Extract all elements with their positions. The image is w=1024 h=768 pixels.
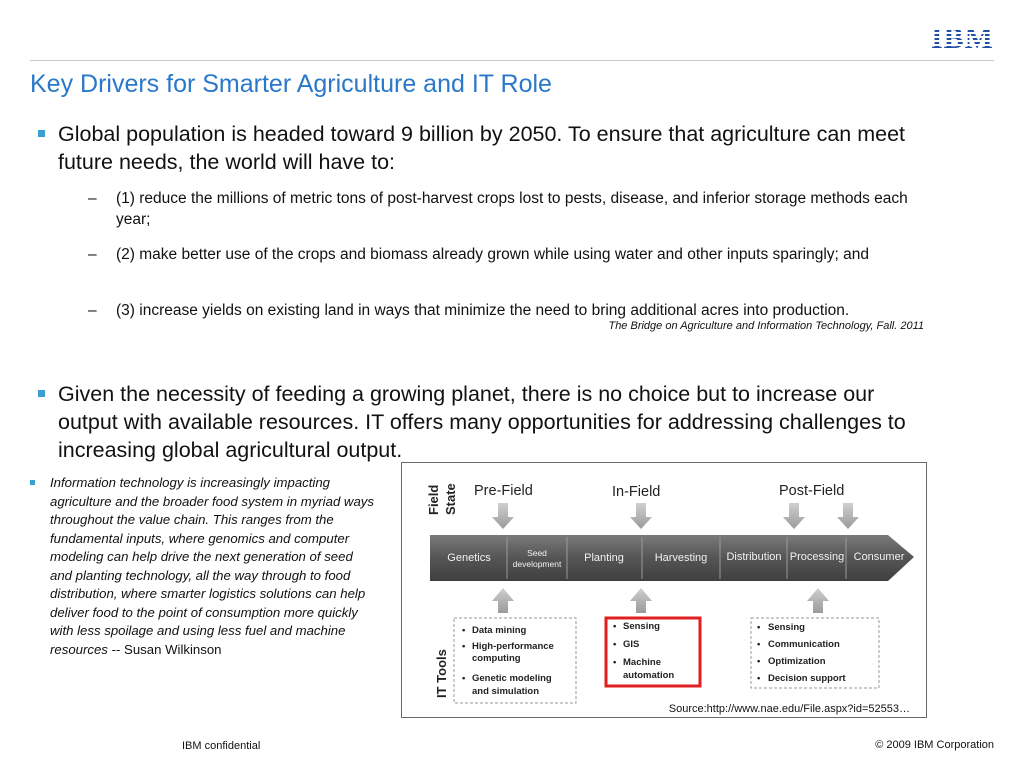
sub-bullet-text: (2) make better use of the crops and biomass already grown while using water and other inputs sparingly; and	[116, 246, 870, 263]
ibm-logo: IBM	[931, 22, 994, 55]
bullet-square-icon	[30, 480, 35, 485]
bullet-dot-icon: •	[462, 625, 466, 636]
sub-bullet-1	[88, 188, 908, 230]
phase-pre-field: Pre-Field	[474, 483, 533, 499]
bullet-text: Global population is headed toward 9 billion by 2050. To ensure that agriculture can meet future needs, the world will have to:	[58, 122, 906, 174]
arrow-down-icon	[837, 503, 859, 529]
quote-author: Susan Wilkinson	[124, 641, 222, 657]
arrow-down-icon	[492, 503, 514, 529]
dash-icon: –	[88, 246, 97, 263]
bullet-dot-icon: •	[613, 639, 617, 650]
quote-note	[30, 474, 378, 659]
chain-distribution: Distribution	[726, 551, 782, 563]
tool-hpc-2: computing	[472, 653, 521, 664]
bullet-dot-icon: •	[462, 641, 466, 652]
bullet-dot-icon: •	[757, 639, 761, 650]
tool-communication: Communication	[768, 639, 840, 650]
value-chain-figure	[401, 462, 927, 718]
bullet-square-icon	[38, 130, 45, 137]
phase-in-field: In-Field	[612, 484, 661, 500]
tool-sensing-post: Sensing	[768, 622, 805, 633]
value-chain-diagram	[402, 463, 926, 717]
arrow-up-icon	[630, 588, 652, 613]
down-arrows	[492, 503, 859, 529]
quote-text	[50, 474, 378, 659]
bullet-necessity	[38, 380, 918, 464]
chain-development: development	[512, 559, 562, 569]
bullet-text: Given the necessity of feeding a growing planet, there is no choice but to increase our output with available resources. IT offers many opportunities for addressing challenges to increasing global agricultural output.	[58, 382, 906, 462]
tool-genetic-1: Genetic modeling	[472, 673, 552, 684]
chain-consumer: Consumer	[853, 551, 905, 563]
bullet-population	[38, 120, 918, 176]
sub-bullet-2	[88, 244, 908, 265]
bullet-dot-icon: •	[613, 657, 617, 668]
bullet-dot-icon: •	[757, 622, 761, 633]
header-divider	[30, 60, 994, 61]
chain-planting: Planting	[584, 552, 624, 564]
up-arrows	[492, 588, 829, 613]
chain-harvesting: Harvesting	[654, 552, 708, 564]
figure-source: Source:http://www.nae.edu/File.aspx?id=52553…	[668, 703, 910, 715]
bullet-dot-icon: •	[757, 673, 761, 684]
sub-bullet-3	[88, 300, 908, 321]
tool-machine-1: Machine	[623, 657, 662, 668]
tool-sensing-in: Sensing	[623, 621, 660, 632]
it-tools-label: IT Tools	[434, 649, 449, 698]
dash-icon: –	[88, 190, 97, 207]
chain-seed: Seed	[527, 548, 547, 558]
tool-genetic-2: and simulation	[472, 686, 540, 697]
citation: The Bridge on Agriculture and Information Technology, Fall. 2011	[608, 320, 924, 332]
tool-hpc-1: High-performance	[472, 641, 554, 652]
sub-bullet-text: (3) increase yields on existing land in ways that minimize the need to bring additional acres into production.	[116, 302, 850, 319]
tool-decision-support: Decision support	[768, 673, 846, 684]
arrow-down-icon	[783, 503, 805, 529]
arrow-down-icon	[630, 503, 652, 529]
chain-genetics: Genetics	[447, 552, 491, 564]
bullet-dot-icon: •	[613, 621, 617, 632]
phase-post-field: Post-Field	[779, 483, 845, 499]
footer-copyright: © 2009 IBM Corporation	[875, 739, 994, 751]
bullet-dot-icon: •	[462, 673, 466, 684]
sub-bullet-text: (1) reduce the millions of metric tons of post-harvest crops lost to pests, disease, and inferior storage methods each year;	[116, 190, 908, 228]
footer-confidential: IBM confidential	[182, 740, 261, 752]
page-title: Key Drivers for Smarter Agriculture and IT Role	[30, 70, 552, 98]
quote-separator: --	[107, 641, 125, 657]
quote-body: Information technology is increasingly impacting agriculture and the broader food system in myriad ways throughout the value chain. This ranges from the fundamental inputs, where genomics and computer modeling can help drive the next generation of seed and planting technology, all the way through to food distribution, where smarter logistics solutions can help deliver food to the point of consumption more quickly with less spoilage and using less fuel and machine resources	[50, 475, 374, 657]
chain-processing: Processing	[789, 551, 845, 563]
tool-gis: GIS	[623, 639, 640, 650]
tool-machine-2: automation	[623, 670, 675, 681]
field-state-label-1: Field	[426, 484, 441, 515]
bullet-dot-icon: •	[757, 656, 761, 667]
field-state-label-2: State	[443, 483, 458, 515]
dash-icon: –	[88, 302, 97, 319]
bullet-square-icon	[38, 390, 45, 397]
tool-data-mining: Data mining	[472, 625, 527, 636]
tool-optimization: Optimization	[768, 656, 826, 667]
arrow-up-icon	[492, 588, 514, 613]
arrow-up-icon	[807, 588, 829, 613]
